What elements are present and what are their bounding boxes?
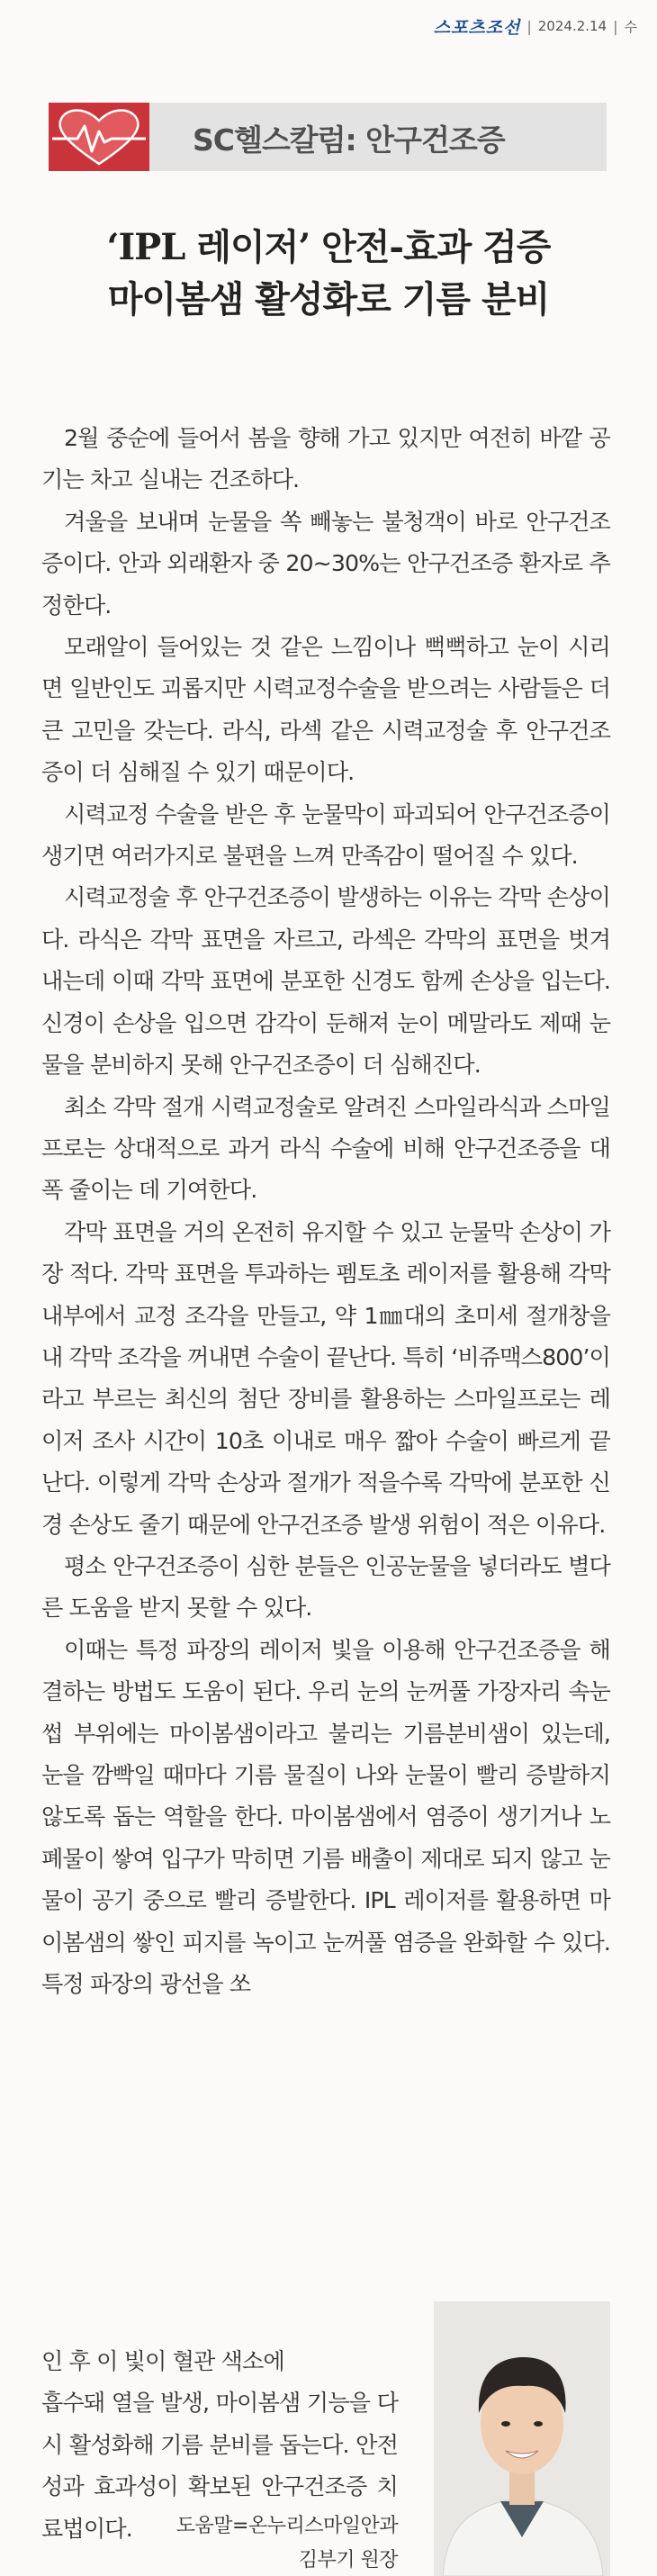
article-paragraph: 모래알이 들어있는 것 같은 느낌이나 뻑뻑하고 눈이 시리면 일반인도 괴롭지만 시력교정수술을 받으려는 사람들은 더 큰 고민을 갖는다. 라식, 라섹 같은 시력교정술 후 안구건조증이 더 심해질 수 있기 때문이다. xyxy=(41,634,610,786)
column-title: SC헬스칼럼: 안구건조증 xyxy=(193,122,505,158)
masthead xyxy=(434,13,637,40)
headline-line-1: ‘IPL 레이저’ 안전-효과 검증 xyxy=(106,226,551,268)
source-credit: 도움말=온누리스마일안과 xyxy=(176,2515,398,2537)
article-paragraph: 최소 각막 절개 시력교정술로 알려진 스마일라식과 스마일프로는 상대적으로 과거 라식 수술에 비해 안구건조증을 대폭 줄이는 데 기여한다. xyxy=(41,1093,610,1204)
masthead-divider: | xyxy=(613,17,618,35)
publication-weekday: 수 xyxy=(624,18,637,35)
article-paragraph: 평소 안구건조증이 심한 분들은 인공눈물을 넣더라도 별다른 도움을 받지 못할 수 있다. xyxy=(41,1552,610,1622)
author-name: 김부기 원장 xyxy=(298,2549,398,2571)
doctor-portrait-image xyxy=(434,2301,610,2576)
author-photo xyxy=(434,2301,610,2576)
headline-line-2: 마이봄샘 활성화로 기름 분비 xyxy=(107,278,550,321)
article-headline xyxy=(36,221,621,326)
article-paragraph: 겨울을 보내며 눈물을 쏙 빼놓는 불청객이 바로 안구건조증이다. 안과 외래환자 중 20~30%는 안구건조증 환자로 추정한다. xyxy=(41,508,610,619)
newspaper-logo: 스포츠조선 xyxy=(433,17,521,38)
heart-pulse-icon xyxy=(49,103,149,171)
article-paragraph: 2월 중순에 들어서 봄을 향해 가고 있지만 여전히 바깥 공기는 차고 실내는 건조하다. xyxy=(41,425,610,493)
article-paragraph: 시력교정 수술을 받은 후 눈물막이 파괴되어 안구건조증이 생기면 여러가지로 불편을 느껴 만족감이 떨어질 수 있다. xyxy=(41,800,610,870)
article-paragraph: 각막 표면을 거의 온전히 유지할 수 있고 눈물막 손상이 가장 적다. 각막 표면을 투과하는 펨토초 레이저를 활용해 각막 내부에서 교정 조각을 만들고, 약 1㎜대의 초미세 절개창을 내 각막 조각을 꺼내면 수술이 끝난다. 특히 ‘비쥬맥스800’이라고 부르는 최신의 첨단 장비를 활용하는 스마일프로는 레이저 조사 시간이 10초 이내로 매우 짧아 수술이 빠르게 끝난다. 이렇게 각막 손상과 절개가 적을수록 각막에 분포한 신경 손상도 줄기 때문에 안구건조증 발생 위험이 적은 이유다. xyxy=(41,1218,610,1538)
column-banner xyxy=(49,103,607,171)
article-paragraph-tail: 흡수돼 열을 발생, 마이봄샘 기능을 다시 활성화해 기름 분비를 돕는다. 안전성과 효과성이 확보된 안구건조증 치료법이다. xyxy=(41,2390,398,2542)
article-paragraph-tail-first-line: 인 후 이 빛이 혈관 색소에 xyxy=(41,2348,284,2374)
article-body xyxy=(41,418,610,2005)
article-paragraph: 시력교정술 후 안구건조증이 발생하는 이유는 각막 손상이다. 라식은 각막 표면을 자르고, 라섹은 각막의 표면을 벗겨내는데 이때 각막 표면에 분포한 신경도 함께 손상을 입는다. 신경이 손상을 입으면 감각이 둔해져 눈이 메말라도 제때 눈물을 분비하지 못해 안구건조증이 더 심해진다. xyxy=(41,884,610,1079)
masthead-divider: | xyxy=(526,17,532,35)
article-paragraph: 이때는 특정 파장의 레이저 빛을 이용해 안구건조증을 해결하는 방법도 도움이 된다. 우리 눈의 눈꺼풀 가장자리 속눈썹 부위에는 마이봄샘이라고 불리는 기름분비샘이 있는데, 눈을 깜빡일 때마다 기름 물질이 나와 눈물이 빨리 증발하지 않도록 돕는 역할을 한다. 마이봄샘에서 염증이 생기거나 노폐물이 쌓여 입구가 막히면 기름 배출이 제대로 되지 않고 눈물이 공기 중으로 빨리 증발한다. IPL 레이저를 활용하면 마이봄샘의 쌓인 피지를 녹이고 눈꺼풀 염증을 완화할 수 있다. 특정 파장의 광선을 쏘 xyxy=(41,1636,610,1998)
publication-date: 2024.2.14 xyxy=(537,18,608,34)
